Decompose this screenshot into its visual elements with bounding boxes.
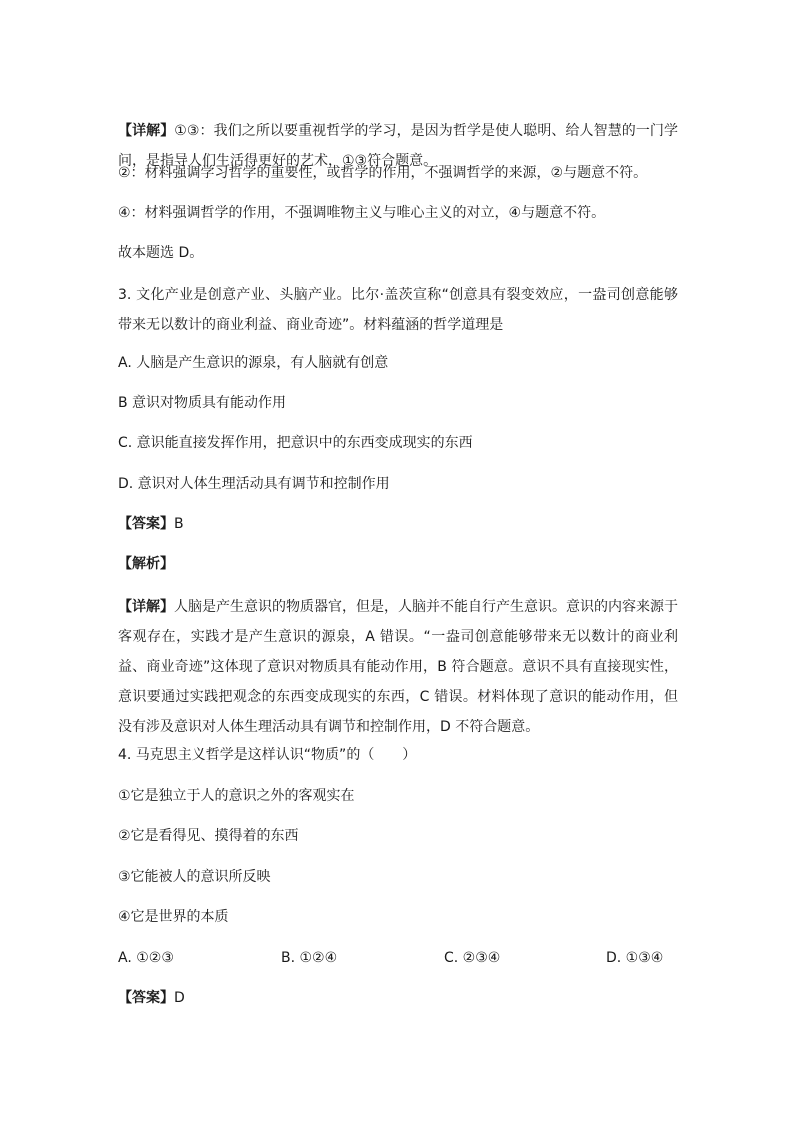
q4-option-c: C. ②③④ <box>444 950 501 966</box>
answer-value: D <box>174 990 185 1006</box>
q4-option-b: B. ①②④ <box>281 950 338 966</box>
q3-option-b: B 意识对物质具有能动作用 <box>118 395 287 411</box>
q4-answer <box>118 988 185 1008</box>
detail-text: ①③：我们之所以要重视哲学的学习，是因为哲学是使人聪明、给人智慧的一门学问，是指导人们生活得更好的艺术，①③符合题意。 <box>118 123 678 169</box>
q3-option-c: C. 意识能直接发挥作用，把意识中的东西变成现实的东西 <box>118 435 473 451</box>
answer-tag: 【答案】 <box>118 990 174 1006</box>
detail-text: 人脑是产生意识的物质器官，但是，人脑并不能自行产生意识。意识的内容来源于客观存在，实践才是产生意识的源泉，A 错误。“一盎司创意能够带来无以数计的商业利益、商业奇迹”这体现了意识对物质具有能动作用，B 符合题意。意识不具有直接现实性，意识要通过实践把观念的东西变成现实的东西，C 错误。材料体现了意识的能动作用，但没有涉及意识对人体生理活动具有调节和控制作用，D 不符合题意。 <box>118 599 678 735</box>
q4-option-a: A. ①②③ <box>118 950 174 966</box>
q4-item-1: ①它是独立于人的意识之外的客观实在 <box>118 788 355 804</box>
q3-analysis-tag: 【解析】 <box>118 556 174 572</box>
detail-tag: 【详解】 <box>118 123 175 139</box>
q4-options-row <box>118 948 678 968</box>
q4-item-4: ④它是世界的本质 <box>118 909 229 925</box>
note-2: ②：材料强调学习哲学的重要性，或哲学的作用，不强调哲学的来源，②与题意不符。 <box>118 165 648 181</box>
q4-item-2: ②它是看得见、摸得着的东西 <box>118 828 299 844</box>
question-3-stem: 3. 文化产业是创意产业、头脑产业。比尔·盖茨宣称“创意具有裂变效应，一盎司创意能够带来无以数计的商业利益、商业奇迹”。材料蕴涵的哲学道理是 <box>118 287 678 333</box>
q3-option-d: D. 意识对人体生理活动具有调节和控制作用 <box>118 476 390 492</box>
detail-tag: 【详解】 <box>118 599 174 615</box>
q3-option-a: A. 人脑是产生意识的源泉，有人脑就有创意 <box>118 355 389 371</box>
answer-value: B <box>174 516 184 532</box>
question-4-stem: 4. 马克思主义哲学是这样认识“物质”的（ ） <box>118 747 417 763</box>
note-4: ④：材料强调哲学的作用，不强调唯物主义与唯心主义的对立，④与题意不符。 <box>118 205 606 221</box>
q4-item-3: ③它能被人的意识所反映 <box>118 869 271 885</box>
q3-detail-paragraph <box>118 592 678 742</box>
conclusion: 故本题选 D。 <box>118 245 204 261</box>
answer-tag: 【答案】 <box>118 516 174 532</box>
q3-answer <box>118 514 184 534</box>
q4-option-d: D. ①③④ <box>606 950 664 966</box>
